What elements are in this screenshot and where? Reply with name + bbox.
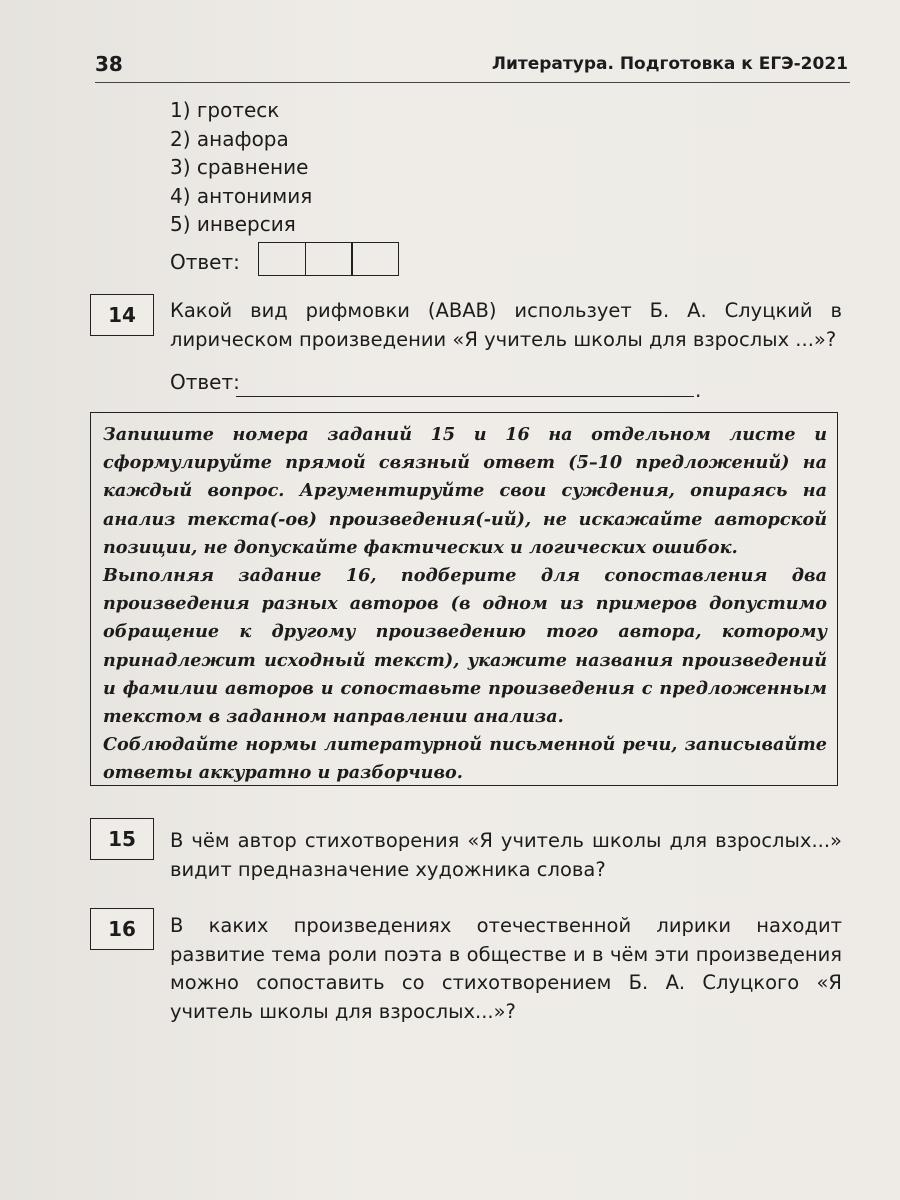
task13-answer-label: Ответ: (170, 250, 240, 274)
answer-cell[interactable] (351, 242, 399, 276)
task14-number-box: 14 (90, 294, 154, 336)
instructions-paragraph-1: Запишите номера заданий 15 и 16 на отдельном листе и сформулируйте прямой связный ответ (5–10 предложений) на каждый вопрос. Аргументируйте свои суждения, опираясь на анализ текста(-ов) произведения(-ий), не искажайте авторской позиции, не допускайте фактических и логических ошибок. (103, 424, 827, 558)
task15-text: В чём автор стихотворения «Я учитель школы для взрослых...» видит предназначение художника слова? (170, 829, 842, 881)
option-item: 4) антонимия (170, 183, 313, 208)
running-title: Литература. Подготовка к ЕГЭ-2021 (491, 54, 848, 74)
task14-answer-end: . (695, 378, 702, 402)
instructions-box (90, 412, 838, 786)
task15-number-box: 15 (90, 818, 154, 860)
task16-text: В каких произведениях отечественной лирики находит развитие тема роли поэта в обществе и в чём эти произведения можно сопоставить со стихотворением Б. А. Слуцкого «Я учитель школы для взрослых...»? (170, 914, 842, 1023)
task13-answer-boxes[interactable] (258, 242, 399, 276)
task14-answer-label: Ответ: (170, 370, 240, 394)
option-item: 2) анафора (170, 126, 289, 151)
option-item: 1) гротеск (170, 98, 280, 122)
page-number: 38 (95, 52, 123, 76)
option-item: 5) инверсия (170, 212, 296, 236)
instructions-paragraph-2: Выполняя задание 16, подберите для сопоставления два произведения разных авторов (в одном из примеров допустимо обращение к другому произведению того автора, которому принадлежит исходный текст), укажите названия произведений и фамилии авторов и сопоставьте произведения с предложенным текстом в заданном направлении анализа. (103, 565, 827, 728)
answer-cell[interactable] (305, 242, 353, 276)
page-header (95, 52, 850, 83)
task13-options (170, 96, 312, 239)
answer-cell[interactable] (258, 242, 306, 276)
task14-text: Какой вид рифмовки (АВАВ) использует Б. А. Слуцкий в лирическом произведении «Я учитель школы для взрослых ...»? (170, 299, 842, 351)
instructions-paragraph-3: Соблюдайте нормы литературной письменной речи, записывайте ответы аккуратно и разборчиво. (103, 734, 827, 784)
task14-answer-field[interactable] (236, 396, 694, 397)
task16-number-box: 16 (90, 908, 154, 950)
option-item: 3) сравнение (170, 155, 309, 179)
